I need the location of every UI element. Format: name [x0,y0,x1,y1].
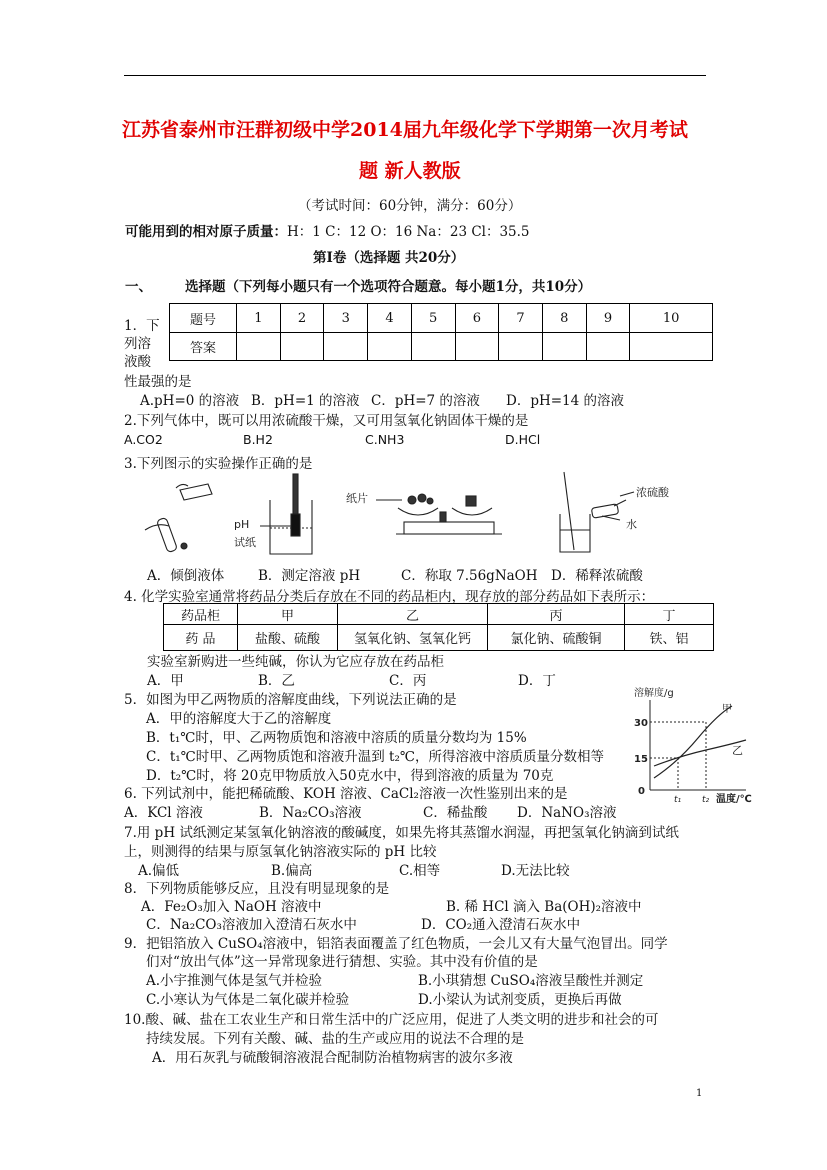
q4-head-cell: 乙 [338,604,488,625]
chart-xlabel: 温度/℃ [716,794,752,805]
q5-option-a: A．甲的溶解度大于乙的溶解度 [146,711,332,727]
tick-origin: 0 [638,786,645,797]
answer-cell[interactable] [411,333,455,361]
section1-number: 一、 [125,279,152,295]
q8-option-a: A．Fe₂O₃加入 NaOH 溶液中 [141,899,322,915]
q4-row-cell: 盐酸、硫酸 [238,625,338,651]
q2-option-c: C.NH3 [365,432,405,447]
answer-cell[interactable] [630,333,713,361]
q5-option-b: B．t₁℃时，甲、乙两物质饱和溶液中溶质的质量分数均为 15% [146,730,527,746]
pouring-liquid-figure [145,484,212,553]
answer-table-number: 3 [324,304,368,333]
answer-table-number: 4 [368,304,412,333]
q7-option-b: B.偏高 [271,863,313,879]
paper-label: 纸片 [346,492,368,505]
q1-stem-c: 液酸 [124,354,151,370]
q9-option-b: B.小琪猜想 CuSO₄溶液呈酸性并测定 [418,973,644,989]
q8-option-d: D．CO₂通入澄清石灰水中 [421,917,581,933]
answer-cell[interactable] [324,333,368,361]
q8-option-b: B. 稀 HCl 滴入 Ba(OH)₂溶液中 [446,899,642,915]
tick-t2: t₂ [702,795,710,805]
q1-option-b: B．pH=1 的溶液 [251,393,360,409]
q9-stem-2: 们对“放出气体”这一异常现象进行猜想、实验。其中没有价值的是 [146,954,538,970]
answer-table-number: 5 [411,304,455,333]
part1-heading: 第Ⅰ卷（选择题 共20分） [313,250,465,266]
q5-stem: 5．如图为甲乙两物质的溶解度曲线，下列说法正确的是 [124,692,457,708]
q6-option-a: A．KCl 溶液 [124,805,203,821]
acid-label: 浓硫酸 [636,486,669,499]
header-rule [124,75,706,76]
ph-test-figure [260,474,312,554]
answer-table-label-answer: 答案 [170,333,237,361]
dilution-figure [560,472,634,552]
q1-option-a: A.pH=0 的溶液 [140,393,240,409]
q9-option-a: A.小宇推测气体是氢气并检验 [146,973,323,989]
q4-cabinet-table [163,603,714,651]
answer-table-number: 7 [499,304,543,333]
atomic-mass [125,220,530,240]
atomic-mass-values: H：1 C：12 O：16 Na：23 Cl：35.5 [287,224,530,240]
answer-table-number: 6 [455,304,499,333]
q9-stem-1: 9．把铝箔放入 CuSO₄溶液中，铝箔表面覆盖了红色物质，一会儿又有大量气泡冒出。同学 [124,936,668,952]
q6-stem: 6. 下列试剂中，能把稀硫酸、KOH 溶液、CaCl₂溶液一次性鉴别出来的是 [124,786,568,802]
answer-table-number: 1 [237,304,281,333]
q10-stem-2: 持续发展。下列有关酸、碱、盐的生产或应用的说法不合理的是 [146,1031,524,1047]
water-label: 水 [626,518,637,531]
q8-option-c: C．Na₂CO₃溶液加入澄清石灰水中 [146,917,357,933]
answer-table [169,303,713,361]
doc-title-line1: 江苏省泰州市汪群初级中学2014届九年级化学下学期第一次月考试 [122,119,688,141]
q7-option-a: A.偏低 [138,863,180,879]
q5-option-c: C．t₁℃时甲、乙两物质饱和溶液升温到 t₂℃，所得溶液中溶质质量分数相等 [146,749,604,765]
q3-option-c: C．称取 7.56gNaOH [401,568,538,584]
solubility-curve-figure [628,682,762,806]
curve-jia [654,706,732,778]
answer-cell[interactable] [237,333,281,361]
q7-stem-1: 7.用 pH 试纸测定某氢氧化钠溶液的酸碱度，如果先将其蒸馏水润湿，再把氢氧化钠滴到试纸 [124,825,679,841]
q9-option-c: C.小寒认为气体是二氧化碳并检验 [146,992,350,1008]
q4-head-cell: 甲 [238,604,338,625]
q3-option-d: D．稀释浓硫酸 [551,568,643,584]
q6-option-c: C．稀盐酸 [423,805,488,821]
q4-option-b: B．乙 [258,673,295,689]
tick-15: 15 [634,754,648,765]
label-yi: 乙 [732,744,743,757]
answer-table-number: 10 [630,304,713,333]
q3-option-a: A．倾倒液体 [147,568,225,584]
q1-stem-a: 1．下 [124,318,160,334]
doc-title-line2: 题 新人教版 [359,160,461,182]
q3-option-b: B．测定溶液 pH [258,568,361,584]
page-number: 1 [696,1088,703,1099]
answer-cell[interactable] [368,333,412,361]
q4-row-cell: 氯化钠、硫酸铜 [488,625,625,651]
q8-stem: 8．下列物质能够反应，且没有明显现象的是 [124,881,390,897]
answer-cell[interactable] [499,333,543,361]
answer-table-number: 8 [542,304,586,333]
q4-option-c: C．丙 [389,673,427,689]
q4-option-d: D．丁 [518,673,556,689]
q4-head-cell: 丙 [488,604,625,625]
label-jia: 甲 [722,704,732,715]
q4-option-a: A．甲 [147,673,184,689]
answer-cell[interactable] [455,333,499,361]
q1-option-d: D．pH=14 的溶液 [506,393,625,409]
ph-paper-label: 试纸 [234,536,256,549]
answer-table-number: 9 [586,304,630,333]
ph-label: pH [234,518,250,531]
q3-stem: 3.下列图示的实验操作正确的是 [124,456,313,472]
answer-table-number: 2 [280,304,324,333]
q7-stem-2: 上，则测得的结果与原氢氧化钠溶液实际的 pH 比较 [124,844,437,860]
q7-option-d: D.无法比较 [501,863,570,879]
q10-stem-1: 10.酸、碱、盐在工农业生产和日常生活中的广泛应用，促进了人类文明的进步和社会的可 [124,1012,659,1028]
answer-cell[interactable] [586,333,630,361]
q4-follow: 实验室新购进一些纯碱，你认为它应存放在药品柜 [147,654,444,670]
chart-ylabel: 溶解度/g [634,688,674,699]
section1-instruction: 选择题（下列每小题只有一个选项符合题意。每小题1分，共10分） [185,279,592,295]
q6-option-b: B．Na₂CO₃溶液 [259,805,362,821]
q4-head-cell: 药品柜 [164,604,238,625]
q4-head-cell: 丁 [625,604,714,625]
q7-option-c: C.相等 [399,863,441,879]
q9-option-d: D.小梁认为试剂变质，更换后再做 [418,992,622,1008]
q1-option-c: C．pH=7 的溶液 [371,393,480,409]
q2-stem: 2.下列气体中，既可以用浓硫酸干燥，又可用氢氧化钠固体干燥的是 [124,413,529,429]
tick-30: 30 [634,718,648,729]
q2-option-d: D.HCl [505,432,541,447]
tick-t1: t₁ [674,795,682,805]
q6-option-d: D．NaNO₃溶液 [517,805,617,821]
answer-cell[interactable] [280,333,324,361]
answer-table-label-number: 题号 [170,304,237,333]
q1-stem-d: 性最强的是 [124,374,192,390]
q1-stem-b: 列溶 [124,336,151,352]
q4-row-cell: 氢氧化钠、氢氧化钙 [338,625,488,651]
balance-figure [376,494,502,534]
q3-illustrations [140,470,700,562]
q5-option-d: D．t₂℃时，将 20克甲物质放入50克水中，得到溶液的质量为 70克 [146,768,554,784]
q2-option-b: B.H2 [243,432,273,447]
q10-option-a: A．用石灰乳与硫酸铜溶液混合配制防治植物病害的波尔多液 [152,1050,513,1066]
atomic-mass-label: 可能用到的相对原子质量： [125,224,287,240]
answer-cell[interactable] [542,333,586,361]
q4-stem: 4. 化学实验室通常将药品分类后存放在不同的药品柜内，现存放的部分药品如下表所示： [124,589,655,605]
q4-row-cell: 药 品 [164,625,238,651]
q2-option-a: A.CO2 [124,432,163,447]
exam-info: （考试时间：60分钟，满分：60分） [298,198,522,214]
q4-row-cell: 铁、铝 [625,625,714,651]
